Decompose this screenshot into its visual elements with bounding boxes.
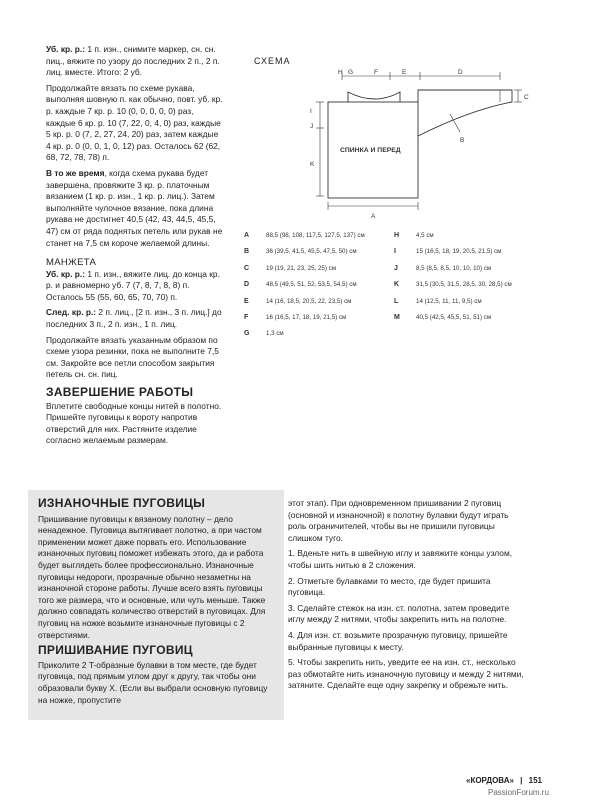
schema-letter-a: A — [371, 213, 376, 220]
schema-letter-c: C — [524, 94, 529, 101]
schema-letter-k: K — [310, 161, 315, 168]
paragraph-same-time: В то же время, когда схема рукава будет завершена, провяжите 3 кр. р. платочным вязанием (1 кр. р. изн., 1 кр. р. лиц.). Затем выполняйте чулочное вязание, пока длина рукава не достигнет 40,5 (42, 43, 44,5, 45,5, 47) см от ряда поднятых петель или рукав не станет на 7,5 см короче желаемой длины. — [46, 167, 223, 248]
measure-row: F 16 (16,5, 17, 18, 19, 21,5) см — [244, 314, 347, 322]
schema-body-label: СПИНКА И ПЕРЕД — [340, 147, 401, 154]
measurements-left — [244, 228, 394, 343]
measure-row: C 19 (19, 21, 23, 25, 25) см — [244, 264, 336, 272]
watermark: PassionForum.ru — [488, 788, 549, 797]
measure-row: A 88,5 (98, 108, 117,5, 127,5, 137) см — [244, 232, 365, 239]
schema-letter-j: J — [310, 123, 314, 130]
step-item: 1. Вденьте нить в швейную иглу и завяжите концы узлом, чтобы шить нитью в 2 сложения. — [288, 548, 513, 570]
schema-title: СХЕМА — [254, 56, 291, 66]
paragraph-sewing-buttons: Приколите 2 T-образные булавки в том месте, где будет пуговица, под прямым углом друг к другу, так чтобы они образовали букву X. (Если вы выбрали основную пуговицу на ножке, пропустите — [38, 659, 268, 705]
paragraph-continued: этот этап). При одновременном пришивании 2 пуговиц (основной и изнаночной) к полотну булавки будут играть роль ограничителей, чтобы вы не пришили пуговицы слишком туго. — [288, 498, 509, 543]
measurements-right — [394, 228, 554, 326]
page-number: 151 — [528, 776, 542, 785]
schema-letter-g: G — [348, 69, 354, 76]
paragraph-sleeve-repeat: Продолжайте вязать по схеме рукава, выполняя шовную п. как обычно, повт. уб. кр. р. каждые 7 кр. р. 10 (0, 0, 0, 0, 0) раз, каждые 6 кр. р. 10 (7, 22, 0, 4, 0) раз, каждые 5 кр. р. 0 (7, 2, 27, 24, 20) раз, затем каждые 4 кр. р. 0 (0, 0, 1, 0, 12) раз. Осталось 62 (62, 68, 72, 78, 78) п. — [46, 82, 223, 163]
measure-row: E 14 (16, 18,5, 20,5, 22, 23,5) см — [244, 297, 352, 305]
finish-heading: ЗАВЕРШЕНИЕ РАБОТЫ — [46, 385, 194, 400]
heading-sewing-buttons: ПРИШИВАНИЕ ПУГОВИЦ — [38, 643, 193, 658]
cuff-heading: МАНЖЕТА — [46, 257, 97, 269]
measure-row: K 31,5 (30,5, 31,5, 28,5, 30, 28,5) см — [394, 281, 512, 289]
schema-letter-h: H — [338, 69, 343, 76]
step-item: 4. Для изн. ст. возьмите прозрачную пуговицу, пришейте выбранные пуговицы к месту. — [288, 629, 508, 652]
measure-row: J 8,5 (8,5, 8,5, 10, 10, 10) см — [394, 264, 492, 272]
step-item: 5. Чтобы закрепить нить, уведите ее на изн. ст., несколько раз обмотайте нить изнаночную пуговицу и между 2 нитями, затяните. Сделайте еще одну закрепку и обрежьте нить. — [288, 657, 524, 691]
paragraph-cuff-dec: Уб. кр. р.: 1 п. изн., вяжите лиц. до конца кр. р. и равномерно уб. 7 (7, 8, 7, 8, 8) п. Осталось 55 (55, 60, 65, 70, 70) п. — [46, 268, 220, 302]
paragraph-next-row: След. кр. р.: 2 п. лиц., [2 п. изн., 3 п. лиц.] до последних 3 п., 2 п. изн., 1 п. лиц. — [46, 307, 222, 330]
left-column — [46, 44, 224, 451]
footer-brand: «КОРДОВА» — [466, 776, 514, 785]
step-item: 2. Отметьте булавками то место, где будет пришита пуговица. — [288, 575, 491, 598]
measure-row: B 36 (39,5, 41,5, 45,5, 47,5, 50) см — [244, 248, 357, 256]
buttons-right-column — [288, 498, 528, 696]
measure-row: G 1,3 см — [244, 330, 284, 338]
paragraph-dec-row: Уб. кр. р.: 1 п. изн., снимите маркер, сн. сн. пиц., вяжите по узору до последних 2 п., 2 п. лиц. вместе. Итого: 2 уб. — [46, 44, 220, 78]
schema-diagram — [300, 66, 540, 226]
measure-row: M 40,5 (42,5, 45,5, 51, 51) см — [394, 314, 492, 322]
step-item: 3. Сделайте стежок на изн. ст. полотна, затем проведите иглу между 2 нитями, чтобы закрепить нить на полотне. — [288, 602, 510, 625]
paragraph-continue: Продолжайте вязать указанным образом по схеме узора резинки, пока не выполните 7,5 см. Закройте все петли способом закрытия петель сн. сн. пиц. — [46, 334, 219, 380]
measure-row: D 48,5 (49,5, 51, 52, 53,5, 54,5) см — [244, 281, 357, 289]
measure-row: L 14 (12,5, 11, 11, 9,5) см — [394, 297, 482, 305]
schema-letter-d: D — [458, 69, 463, 76]
buttons-left-column — [38, 498, 274, 710]
heading-reverse-buttons: ИЗНАНОЧНЫЕ ПУГОВИЦЫ — [38, 496, 206, 510]
schema-letter-b: B — [460, 137, 465, 144]
paragraph-finish: Вплетите свободные концы нитей в полотно. Пришейте пуговицы к вороту напротив отверстий для них. Растяните изделие согласно желаемым размерам. — [46, 400, 222, 446]
footer — [466, 776, 542, 785]
paragraph-reverse-buttons: Пришивание пуговицы к вязаному полотну – дело ненадежное. Пуговица вытягивает полотно, а при частом применении может даже порвать его. Использование изнаночных пуговиц поможет избежать этого, да и работа будет выглядеть более профессионально. Изнаночные пуговицы недороги, прозрачные обычно незаметны на изнаночной стороне работы. Лучше всего взять пуговицы того же размера, что и основные, или чуть меньше. Также должно совпадать количество отверстий в пуговицах. Для пуговиц на ножке возьмите изнаночные пуговицы с 2 отверстиями. — [38, 513, 266, 640]
schema-letter-e: E — [402, 69, 407, 76]
measure-row: I 15 (16,5, 18, 19, 20,5, 21,5) см — [394, 248, 502, 256]
schema-letter-f: F — [374, 69, 378, 76]
measure-row: H 4,5 см — [394, 232, 434, 239]
footer-separator: | — [520, 776, 523, 785]
schema-letter-i: I — [310, 108, 312, 115]
